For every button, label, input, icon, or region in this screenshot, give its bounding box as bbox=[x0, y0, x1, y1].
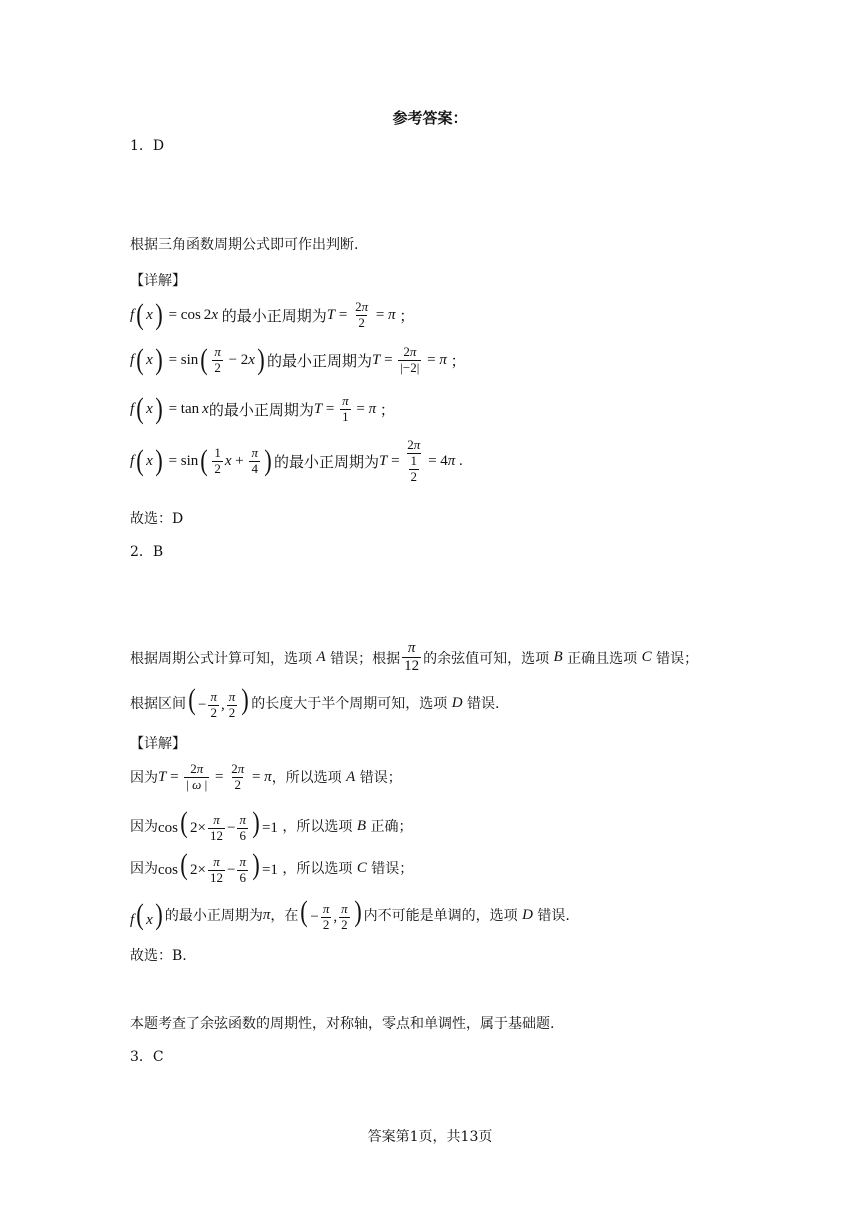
q1-label: 1．D bbox=[130, 138, 165, 154]
q2-analysis-1: 根据周期公式计算可知，选项 A 错误；根据 $\frac{\pi}{12}$ 的余弦值可知，选项 B 正确且选项 C 错误； bbox=[130, 640, 699, 675]
q3-label: 3．C bbox=[130, 1049, 164, 1065]
q1-analysis: 根据三角函数周期公式即可作出判断. bbox=[130, 237, 359, 253]
q2-analysis-2: 根据区间 ( − $\frac{\pi}{2}$ , $\frac{\pi}{2}$ ) 的长度大于半个周期可知，选项 D 错误. bbox=[130, 683, 500, 721]
page-title: 参考答案： bbox=[392, 109, 468, 127]
q2-comment: 本题考查了余弦函数的周期性，对称轴，零点和单调性，属于基础题. bbox=[130, 1016, 555, 1032]
q1-formula-2: f ( x ) = sin ( $\frac{\pi}{2}$ − 2 x ) 的最小正周期为 T = $\frac{2\pi}{|-2|}$ = π ； bbox=[130, 343, 466, 377]
q1-formula-4: f ( x ) = sin ( $\frac{1}{2}$ x + $\frac{\pi}{4}$ ) 的最小正周期为 T = $\frac{2\pi}{\frac{1}{2}}$ = 4 π . bbox=[130, 437, 463, 484]
q2-label: 2．B bbox=[130, 544, 164, 560]
q2-detail-c: 因为 cos( 2× $\frac{\pi}{12}$ − $\frac{\pi}{6}$ ) =1 ，所以选项 C 错误； bbox=[130, 848, 414, 886]
q2-detail-d: f( x) 的最小正周期为 π ，在 ( − $\frac{\pi}{2}$ , $\frac{\pi}{2}$ ) 内不可能是单调的，选项 D 错误. bbox=[130, 895, 570, 933]
q1-conclusion: 故选：D bbox=[130, 511, 184, 527]
q2-detail-b: 因为 cos( 2× $\frac{\pi}{12}$ − $\frac{\pi}{6}$ ) =1 ，所以选项 B 正确； bbox=[130, 806, 413, 844]
q1-formula-1: f ( x ) = cos 2 x 的最小正周期为 T = $\frac{2\pi}{2}$ = π ； bbox=[130, 298, 415, 332]
q1-detail-header: 【详解】 bbox=[130, 273, 186, 289]
page-footer: 答案第1页，共13页 bbox=[367, 1129, 493, 1145]
q2-conclusion: 故选：B. bbox=[130, 948, 187, 964]
q1-formula-3: f ( x ) = tan x 的最小正周期为 T = $\frac{\pi}{1}$ = π ； bbox=[130, 392, 395, 426]
q2-detail-a: 因为 T = $\frac{2\pi}{| \omega |}$ = $\frac{2\pi}{2}$ = π ，所以选项 A 错误； bbox=[130, 761, 402, 792]
q2-detail-header: 【详解】 bbox=[130, 736, 186, 752]
